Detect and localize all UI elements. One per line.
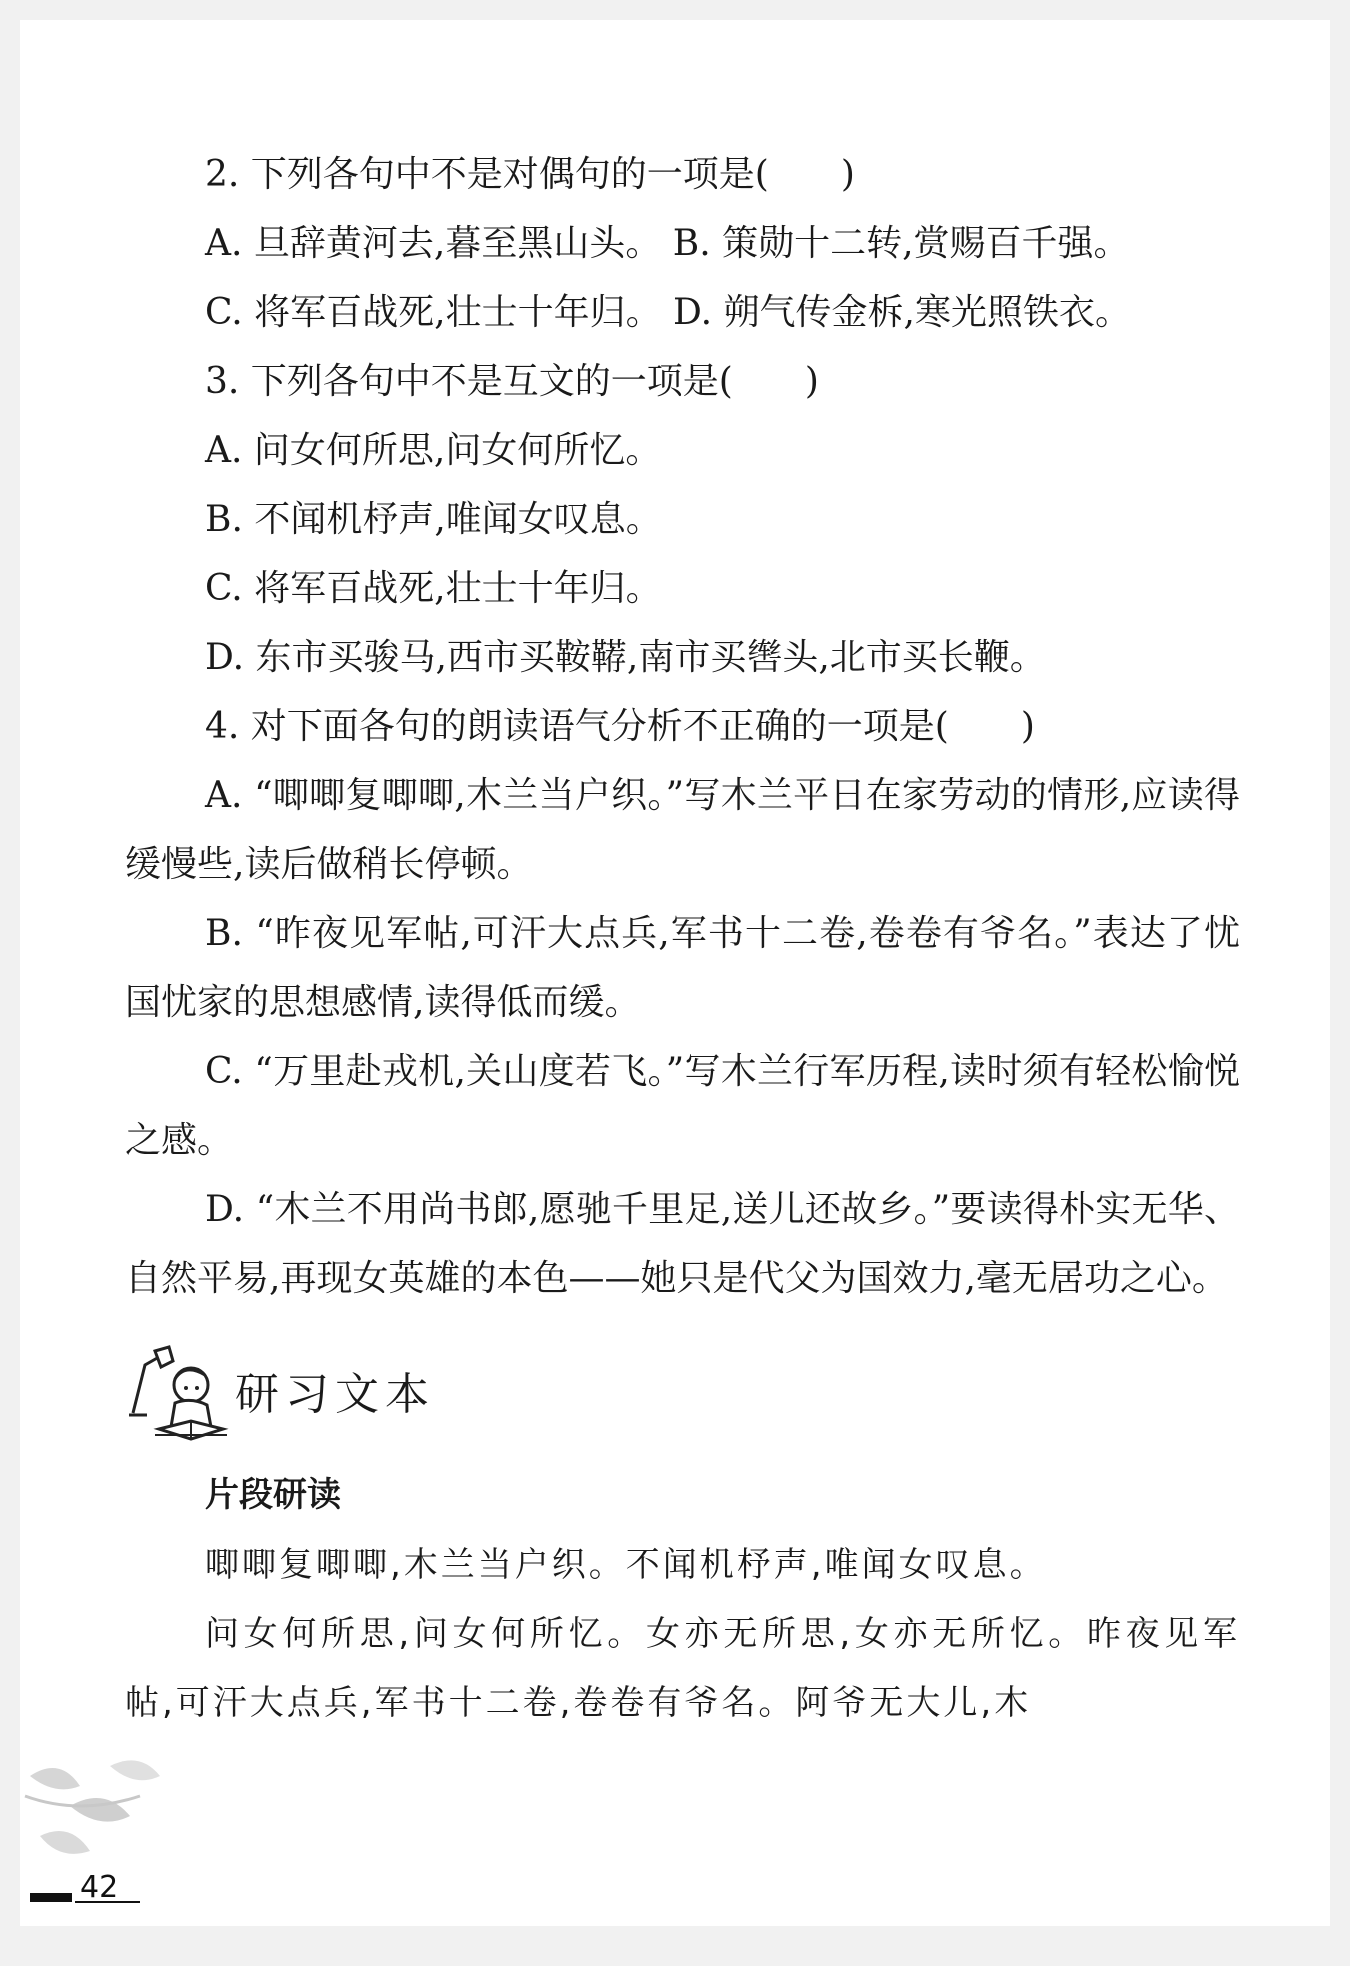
subsection-title: 片段研读 [205, 1475, 341, 1515]
question-2 [125, 140, 1240, 347]
option-row: C. 将军百战死,壮士十年归。 [205, 568, 662, 609]
option-row: B. 不闻机杼声,唯闻女叹息。 [205, 499, 662, 540]
question-stem: 4. 对下面各句的朗读语气分析不正确的一项是( ) [205, 706, 1035, 747]
footer-bar [30, 1893, 72, 1902]
section-header [125, 1343, 1240, 1453]
page-content [125, 140, 1240, 1738]
option-row: D. 东市买骏马,西市买鞍鞯,南市买辔头,北市买长鞭。 [205, 637, 1046, 678]
option-paragraph: C. “万里赴戎机,关山度若飞。”写木兰行军历程,读时须有轻松愉悦之感。 [125, 1051, 1240, 1161]
option-paragraph: A. “唧唧复唧唧,木兰当户织。”写木兰平日在家劳动的情形,应读得缓慢些,读后做稍长停顿。 [125, 775, 1240, 885]
page [20, 20, 1330, 1926]
student-reading-lamp-icon [125, 1343, 235, 1453]
question-3 [125, 347, 1240, 692]
passage-paragraph: 唧唧复唧唧,木兰当户织。不闻机杼声,唯闻女叹息。 [205, 1545, 1047, 1585]
passage-paragraph: 问女何所思,问女何所忆。女亦无所思,女亦无所忆。昨夜见军帖,可汗大点兵,军书十二卷,卷卷有爷名。阿爷无大儿,木 [125, 1614, 1240, 1723]
question-4 [125, 692, 1240, 1313]
option-row: C. 将军百战死,壮士十年归。 D. 朔气传金柝,寒光照铁衣。 [205, 292, 1131, 333]
option-row: A. 旦辞黄河去,暮至黑山头。 B. 策勋十二转,赏赐百千强。 [205, 223, 1130, 264]
option-paragraph: D. “木兰不用尚书郎,愿驰千里足,送儿还故乡。”要读得朴实无华、自然平易,再现女英雄的本色——她只是代父为国效力,毫无居功之心。 [125, 1189, 1240, 1299]
section-title: 研习文本 [235, 1369, 435, 1420]
question-stem: 3. 下列各句中不是互文的一项是( ) [205, 361, 819, 402]
option-paragraph: B. “昨夜见军帖,可汗大点兵,军书十二卷,卷卷有爷名。”表达了忧国忧家的思想感情,读得低而缓。 [125, 913, 1240, 1023]
question-stem: 2. 下列各句中不是对偶句的一项是( ) [205, 154, 855, 195]
option-row: A. 问女何所思,问女何所忆。 [205, 430, 662, 471]
page-number: 42 [80, 1870, 119, 1905]
